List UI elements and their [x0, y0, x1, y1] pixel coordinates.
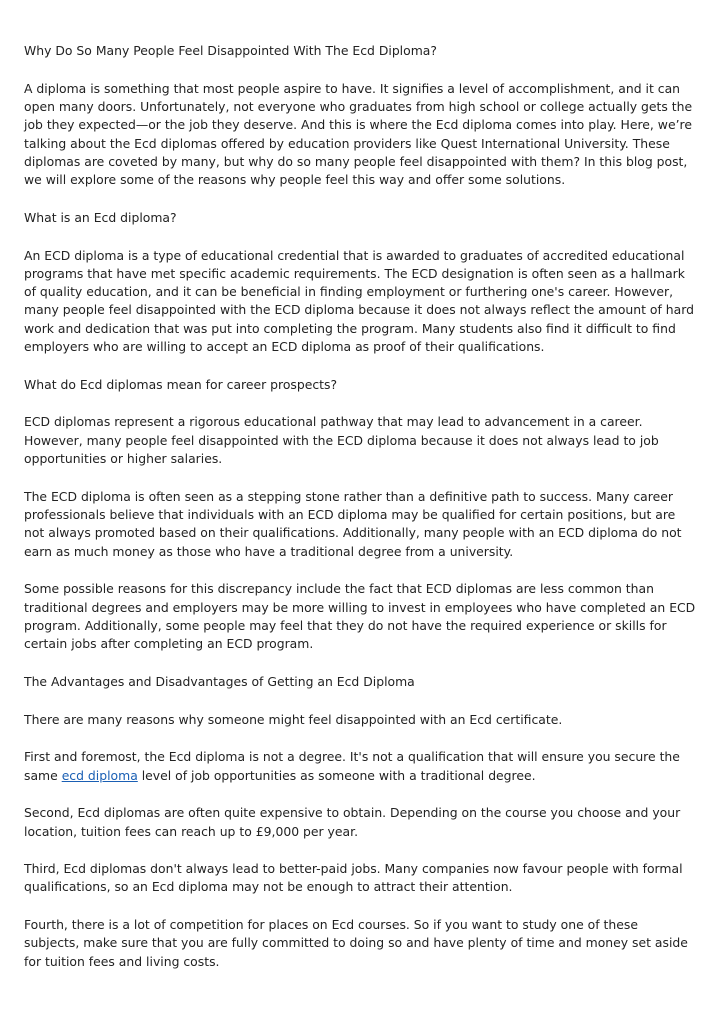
page-title: Why Do So Many People Feel Disappointed With The Ecd Diploma?	[24, 43, 437, 58]
paragraph: An ECD diploma is a type of educational credential that is awarded to graduates of accredited educational programs that have met specific academic requirements. The ECD designation is often seen as a hallmark of quality education, and it can be beneficial in finding employment or furthering one's career. However, many people feel disappointed with the ECD diploma because it does not always reflect the amount of hard work and dedication that was put into completing the program. Many students also find it difficult to find employers who are willing to accept an ECD diploma as proof of their qualifications.	[24, 247, 694, 355]
paragraph-text: level of job opportunities as someone with a traditional degree.	[137, 767, 536, 783]
paragraph: Fourth, there is a lot of competition for places on Ecd courses. So if you want to study one of these subjects, make sure that you are fully committed to doing so and have plenty of time and money set aside for tuition fees and living costs.	[24, 917, 688, 969]
paragraph: Some possible reasons for this discrepancy include the fact that ECD diplomas are less common than traditional degrees and employers may be more willing to invest in employees who have completed an ECD program. Additionally, some people may feel that they do not have the required experience or skills for certain jobs after completing an ECD program.	[24, 581, 696, 652]
paragraph: Second, Ecd diplomas are often quite expensive to obtain. Depending on the course you choose and your location, tuition fees can reach up to £9,000 per year.	[24, 805, 681, 839]
section-heading-career-prospects: What do Ecd diplomas mean for career prospects?	[24, 376, 338, 392]
intro-paragraph: A diploma is something that most people aspire to have. It signifies a level of accomplishment, and it can open many doors. Unfortunately, not everyone who graduates from high school or college actually gets the job they expected—or the job they deserve. And this is where the Ecd diploma comes into play. Here, we’re talking about the Ecd diplomas offered by education providers like Quest International University. These diplomas are coveted by many, but why do so many people feel disappointed with them? In this blog post, we will explore some of the reasons why people feel this way and offer some solutions.	[24, 80, 693, 188]
section-heading-what-is: What is an Ecd diploma?	[24, 209, 177, 225]
paragraph-text: First and foremost, the Ecd diploma is not a degree. It's not a qualification that will ensure you secure the same	[24, 749, 680, 783]
section-heading-advantages: The Advantages and Disadvantages of Getting an Ecd Diploma	[24, 673, 415, 689]
paragraph: The ECD diploma is often seen as a stepping stone rather than a definitive path to success. Many career professionals believe that individuals with an ECD diploma may be qualified for certain positions, but are not always promoted based on their qualifications. Additionally, many people with an ECD diploma do not earn as much money as those who have a traditional degree from a university.	[24, 488, 682, 559]
paragraph: ECD diplomas represent a rigorous educational pathway that may lead to advancement in a career. However, many people feel disappointed with the ECD diploma because it does not always lead to job opportunities or higher salaries.	[24, 414, 659, 466]
paragraph: Third, Ecd diplomas don't always lead to better-paid jobs. Many companies now favour people with formal qualifications, so an Ecd diploma may not be enough to attract their attention.	[24, 861, 683, 895]
document-body	[24, 42, 696, 990]
paragraph: There are many reasons why someone might feel disappointed with an Ecd certificate.	[24, 711, 563, 727]
paragraph-with-link	[24, 748, 696, 785]
ecd-diploma-link[interactable]: ecd diploma	[61, 767, 138, 783]
